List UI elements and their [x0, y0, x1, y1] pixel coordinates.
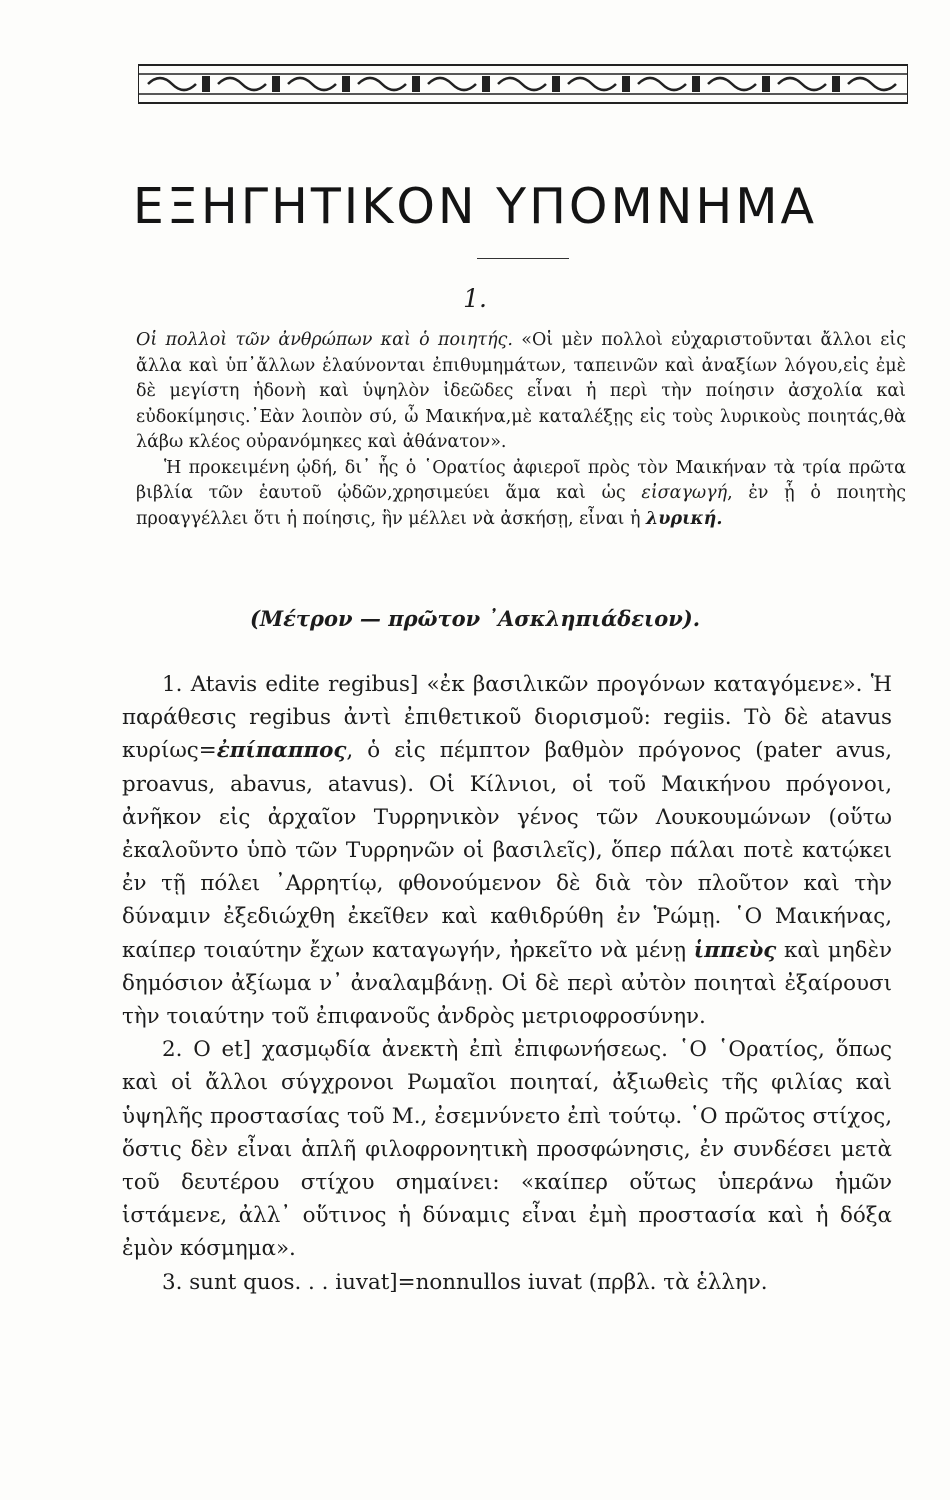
- note-2: 2. O et] χασμῳδία ἀνεκτὴ ἐπὶ ἐπιφωνήσεως. ῾Ο ῾Ορατίος, ὅπως καὶ οἱ ἄλλοι σύγχρονοι Ρωμαῖοι ποιηταί, ἀξιωθεὶς τῆς φιλίας καὶ ὑψηλῆς προστασίας τοῦ Μ., ἐσεμνύνετο ἐπὶ τούτῳ. ῾Ο πρῶτος στίχος, ὅστις δὲν εἶναι ἁπλῆ φιλοφρονητικὴ προσφώνησις, ἐν συνδέσει μετὰ τοῦ δευτέρου στίχου σημαίνει: «καίπερ οὕτως ὑπεράνω ἡμῶν ἱστάμενε, ἀλλ᾽ οὕτινος ἡ δύναμις εἶναι ἐμὴ προστασία καὶ ἡ δόξα ἐμὸν κόσμημα».: [122, 1037, 892, 1262]
- emphasis: ἐπίπαππος: [216, 738, 347, 764]
- page-title: ΕΞΗΓΗΤΙΚΟΝ ΥΠΟΜΝΗΜΑ: [132, 178, 818, 235]
- decorative-border-icon: [138, 62, 908, 106]
- note-text: 1. Atavis edite regibus] «ἐκ βασιλικῶν προγόνων καταγόμενε». Ἡ παράθεσις regibus ἀντὶ ἐπιθετικοῦ διορισμοῦ: regiis. Τὸ δὲ atavus κυρίως=: [122, 672, 892, 764]
- note-3: 3. sunt quos. . . iuvat]=nonnullos iuvat (πρβλ. τὰ ἑλλην.: [162, 1269, 768, 1295]
- intro-lead: Οἱ πολλοὶ τῶν ἀνθρώπων καὶ ὁ ποιητής.: [136, 330, 513, 350]
- intro-paragraph: [136, 456, 906, 533]
- emphasis: λυρική.: [646, 508, 723, 529]
- meter-heading: (Μέτρον — πρῶτον ᾿Ασκληπιάδειον).: [249, 606, 701, 631]
- commentary-notes: [122, 668, 892, 1299]
- emphasis: εἰσαγωγή: [641, 483, 728, 503]
- note-text: , ὁ εἰς πέμπτον βαθμὸν πρόγονος (pater avus, proavus, abavus, atavus). Οἱ Κίλνιοι, οἱ τοῦ Μαικήνου πρόγονοι, ἀνῆκον εἰς ἀρχαῖον Τυρρηνικὸν γένος τῶν Λουκουμώνων (οὕτω ἐκαλοῦντο ὑπὸ τῶν Τυρρηνῶν οἱ βασιλεῖς), ὅπερ πάλαι ποτὲ κατῴκει ἐν τῇ πόλει ᾿Αρρητίῳ, φθονούμενον δὲ διὰ τὸν πλοῦτον καὶ τὴν δύναμιν ἐξεδιώχθη ἐκεῖθεν καὶ καθιδρύθη ἐν Ῥώμῃ. ῾Ο Μαικήνας, καίπερ τοιαύτην ἔχων καταγωγήν, ἠρκεῖτο νὰ μένῃ: [122, 738, 892, 963]
- intro-paragraph: [136, 328, 906, 456]
- intro-text: Ἡ προκειμένη ᾠδή, δι᾽ ἧς ὁ ῾Ορατίος ἀφιεροῖ πρὸς τὸν Μαικήναν τὰ τρία πρῶτα βιβλία τῶν ἑαυτοῦ ᾠδῶν,χρησιμεύει ἅμα καὶ ὡς: [136, 457, 906, 503]
- title-divider: [477, 258, 569, 259]
- note-1: [122, 668, 892, 1033]
- note-text: καὶ μηδὲν δημόσιον ἀξίωμα ν᾽ ἀναλαμβάνῃ. Οἱ δὲ περὶ αὐτὸν ποιηταὶ ἐξαίρουσι τὴν τοιαύτην τοῦ ἐπιφανοῦς ἀνδρὸς μετριοφροσύνην.: [122, 937, 892, 1030]
- intro-text: «Οἱ μὲν πολλοὶ εὐχαριστοῦνται ἄλλοι εἰς ἄλλα καὶ ὑπ᾽ἄλλων ἐλαύνονται ἐπιθυμημάτων, ταπεινῶν καὶ ἀναξίων λόγου,εἰς ἐμὲ δὲ μεγίστη ἡδονὴ καὶ ὑψηλὸν ἰδεῶδες εἶναι ἡ περὶ τὴν ποίησιν ἀσχολία καὶ εὐδοκίμησις.᾽Εὰν λοιπὸν σύ, ὦ Μαικήνα,μὲ καταλέξῃς εἰς τοὺς λυρικοὺς ποιητάς,θὰ λάβω κλέος οὐρανόμηκες καὶ ἀθάνατον».: [136, 330, 906, 452]
- section-number: 1.: [463, 284, 487, 313]
- introduction: [136, 328, 906, 532]
- emphasis: ἱππεὺς: [693, 937, 777, 963]
- intro-text: , ἐν ᾗ ὁ ποιητὴς προαγγέλλει ὅτι ἡ ποίησις, ἣν μέλλει νὰ ἀσκήσῃ, εἶναι ἡ: [136, 483, 906, 529]
